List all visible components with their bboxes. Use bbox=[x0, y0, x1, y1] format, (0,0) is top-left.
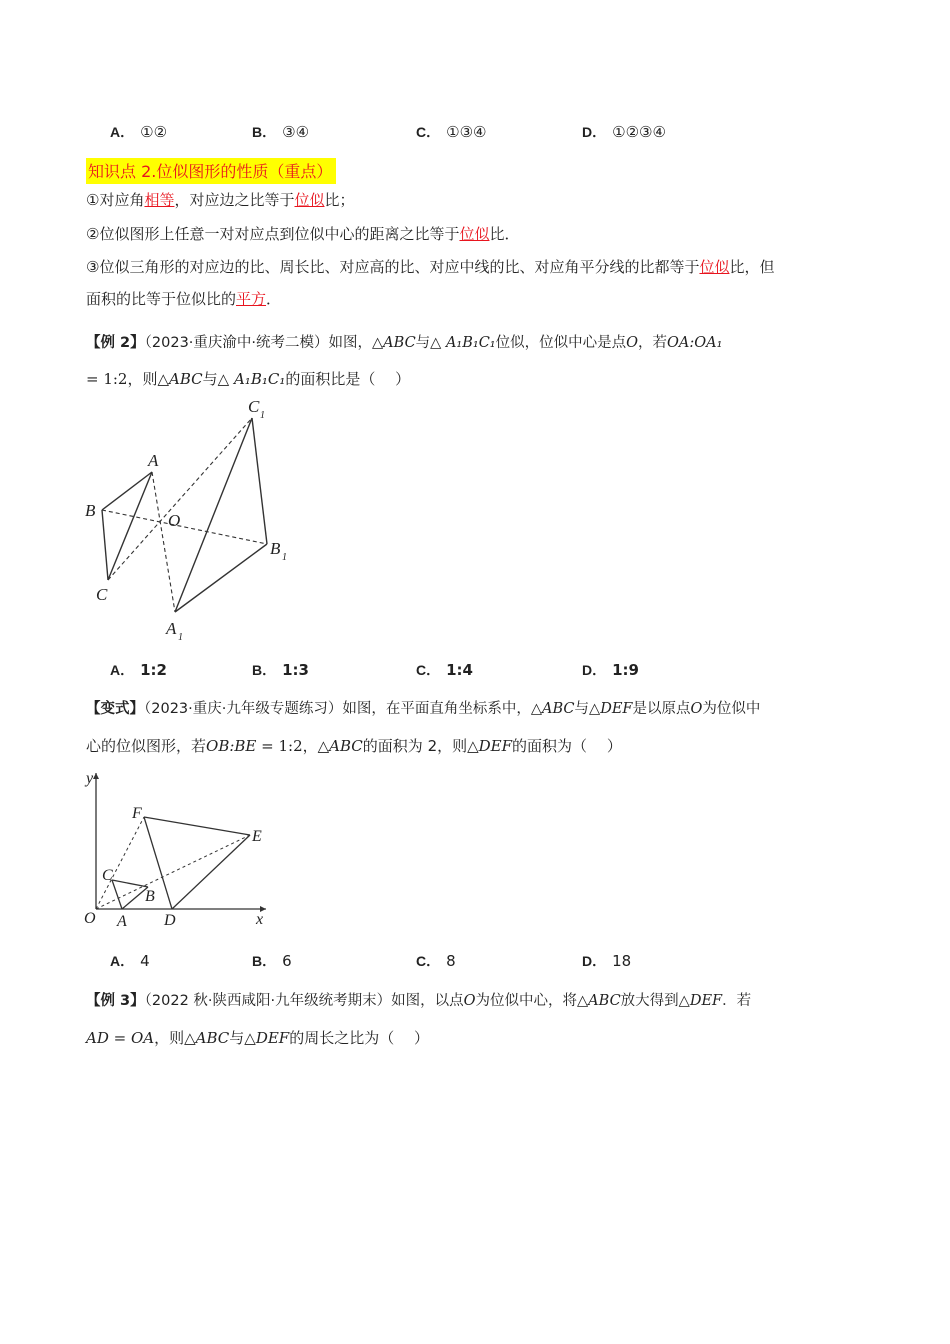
section-heading: 知识点 2.位似图形的性质（重点） bbox=[86, 158, 336, 184]
q1-option-b: B． ③④ bbox=[252, 123, 310, 141]
edge-ca bbox=[112, 880, 122, 909]
label-c: C bbox=[96, 585, 108, 604]
q1-option-d: D． ①②③④ bbox=[582, 123, 666, 141]
dashed-bb1 bbox=[102, 510, 267, 544]
edge-bc bbox=[102, 510, 108, 580]
variant-option-c: C． 8 bbox=[416, 952, 456, 970]
example-2-option-d: D． 1:9 bbox=[582, 661, 639, 679]
example-3-line-2: AD = OA，则△ABC与△DEF的周长之比为（ ） bbox=[86, 1029, 429, 1047]
dashed-oe bbox=[96, 835, 250, 909]
example-2-line-1: 【例 2】（2023·重庆渝中·统考二模）如图，△ABC与△ A₁B₁C₁位似，位似中心是点O，若OA:OA₁ bbox=[86, 335, 723, 351]
label-c: C bbox=[102, 867, 113, 884]
label-a: A bbox=[148, 451, 159, 470]
label-e: E bbox=[252, 828, 262, 845]
variant-figure bbox=[80, 765, 280, 935]
label-b1-sub: 1 bbox=[282, 552, 287, 563]
q1-option-c: C． ①③④ bbox=[416, 123, 487, 141]
label-o: O bbox=[84, 910, 96, 927]
variant-line-2: 心的位似图形，若OB:BE = 1:2，△ABC的面积为 2，则△DEF的面积为（ ） bbox=[86, 737, 622, 755]
label-b1: B bbox=[270, 539, 281, 558]
example-3-line-1: 【例 3】（2022 秋·陕西咸阳·九年级统考期末）如图，以点O为位似中心，将△ABC放大得到△DEF．若 bbox=[86, 993, 752, 1009]
label-b: B bbox=[85, 501, 96, 520]
example-2-option-b: B． 1:3 bbox=[252, 661, 309, 679]
variant-option-d: D． 18 bbox=[582, 952, 632, 970]
label-b: B bbox=[145, 888, 155, 905]
property-2: ②位似图形上任意一对对应点到位似中心的距离之比等于位似比． bbox=[86, 225, 520, 243]
label-a1-sub: 1 bbox=[178, 632, 183, 643]
example-2-figure bbox=[80, 392, 320, 652]
axis-arrows bbox=[93, 773, 266, 912]
label-c1-sub: 1 bbox=[260, 410, 265, 421]
edge-c1b1 bbox=[252, 418, 267, 544]
example-2-option-c: C． 1:4 bbox=[416, 661, 473, 679]
label-c1: C bbox=[248, 397, 260, 416]
y-axis-arrow bbox=[93, 773, 99, 779]
variant-option-a: A． 4 bbox=[110, 952, 150, 970]
variant-option-b: B． 6 bbox=[252, 952, 292, 970]
label-x: x bbox=[256, 911, 264, 928]
edge-bc bbox=[112, 880, 148, 887]
edge-de bbox=[172, 835, 250, 909]
label-a: A bbox=[117, 913, 127, 930]
label-d: D bbox=[164, 912, 176, 929]
label-o: O bbox=[168, 511, 181, 530]
dashed-of bbox=[96, 817, 144, 909]
dashed-cc1 bbox=[108, 418, 252, 580]
example-2-option-a: A． 1:2 bbox=[110, 661, 167, 679]
edge-ef bbox=[144, 817, 250, 835]
property-1: ①对应角相等，对应边之比等于位似比； bbox=[86, 191, 355, 209]
example-2-line-2: = 1:2，则△ABC与△ A₁B₁C₁的面积比是（ ） bbox=[86, 370, 411, 388]
property-3-cont: 面积的比等于位似比的平方． bbox=[86, 290, 282, 308]
dashed-aa1 bbox=[152, 472, 175, 612]
property-3: ③位似三角形的对应边的比、周长比、对应高的比、对应中线的比、对应角平分线的比都等于位似比，但 bbox=[86, 258, 775, 276]
label-a1: A bbox=[166, 619, 177, 638]
q1-option-a: A． ①② bbox=[110, 123, 168, 141]
label-y: y bbox=[86, 770, 94, 787]
variant-line-1: 【变式】（2023·重庆·九年级专题练习）如图，在平面直角坐标系中，△ABC与△DEF是以原点O为位似中 bbox=[86, 701, 761, 717]
label-f: F bbox=[132, 805, 142, 822]
